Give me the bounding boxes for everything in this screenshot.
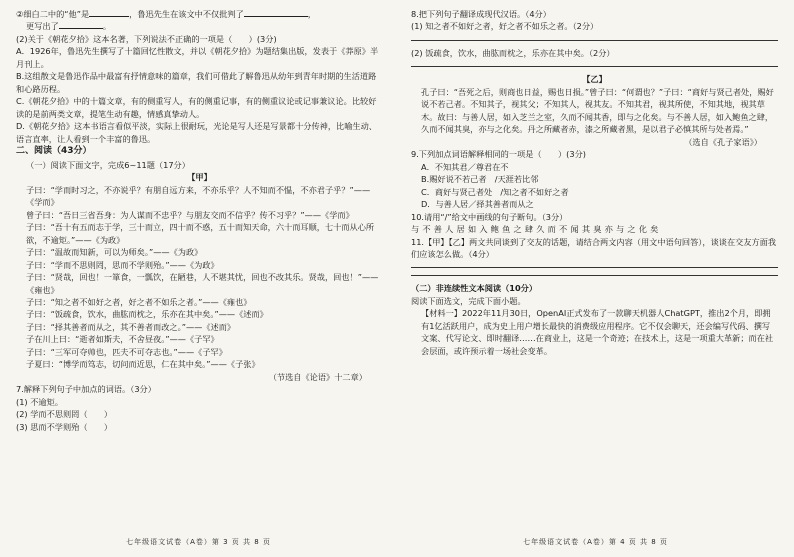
option-d: D.《朝花夕拾》这本书语言看似平淡，实际上很耐玩，光论是写人还是写景都十分传神，比喻生动、语言直率，让人看到一个丰富的鲁迅。	[16, 121, 377, 144]
page-footer: 七年级语文试卷（A卷）第 4 页 共 8 页	[523, 538, 668, 547]
q10-sentence: 与不善人居如入鲍鱼之肆久而不闻其臭亦与之化矣	[411, 224, 662, 235]
answer-line	[411, 267, 778, 268]
q5-2-line-1: ②细白二中的“他”是 ，鲁迅先生在该文中不仅批判了 ，	[16, 9, 316, 19]
q7-item-3: (3) 思而不学则殆（ ）	[16, 421, 113, 432]
analects-quote: 子在川上曰：“逝者如斯夫，不舍昼夜。”——《子罕》	[26, 334, 219, 345]
subsection-heading: （一）阅读下面文字，完成6~11题（17分）	[26, 159, 190, 170]
analects-quote: 子曰：“三军可夺帅也，匹夫不可夺志也。”——《子罕》	[26, 346, 227, 357]
passage-source: （选自《孔子家语》）	[684, 136, 762, 147]
page-footer: 七年级语文试卷（A卷）第 3 页 共 8 页	[126, 538, 271, 547]
passage-label-jia: 【甲】	[187, 172, 212, 183]
passage-label-yi: 【乙】	[582, 74, 607, 85]
q5-2-line-2: 更写出了 。	[26, 21, 111, 32]
analects-quote: 子曰：“温故而知新，可以为师矣。”——《为政》	[26, 247, 203, 258]
q7-item-1: (1) 不逾矩。	[16, 396, 63, 407]
analects-quote: 子曰：“择其善者而从之，其不善者而改之。”——《述而》	[26, 321, 236, 332]
answer-blank	[89, 8, 129, 17]
answer-blank	[59, 20, 103, 29]
q9-stem: 9.下列加点词语解释相同的一项是（ ）(3分)	[411, 149, 586, 160]
answer-line	[411, 40, 778, 41]
q5-2-stem: (2)关于《朝花夕拾》这本名著，下列说法不正确的一项是（ ）(3分)	[16, 33, 277, 44]
q9-option-c: C．商好与贤己者处 /知之者不如好之者	[421, 186, 569, 197]
analects-quote: 子夏曰：“博学而笃志，切问而近思，仁在其中矣。”——《子张》	[26, 359, 260, 370]
kongzi-jiayu-passage: 孔子曰：“吾死之后，则商也日益，赐也日损。”曾子曰：“何谓也？”子曰：“商好与贤己者处，赐好说不若己者。不知其子，视其父；不知其人，视其友。不知其君，视其所使，不知其地，视其草木。故曰：与善人居，如入芝兰之室，久而不闻其香，即与之化矣。与不善人居，如入鲍鱼之肆，久而不闻其臭，亦与之化矣。丹之所藏者赤，漆之所藏者黑，是以君子必慎其所与处者焉。”	[421, 86, 774, 135]
material-one: 【材料一】2022年11月30日，OpenAI正式发布了一款聊天机器人ChatGPT，推出2个月，即拥有1亿活跃用户，成为史上用户增长最快的消费级应用程序。它不仅会聊天，还会编写代码、撰写文案、代写论文、即时翻译……在商业上，这是一个奇迹；在技术上，这是一项重大革新；而在社会层面，或许预示着一场社会变革。	[421, 308, 774, 356]
instruction: 阅读下面选文，完成下面小题。	[411, 295, 526, 306]
answer-line	[411, 66, 778, 67]
exam-page-4	[397, 0, 794, 557]
q8-item-1: (1) 知之者不如好之者，好之者不如乐之者。（2分）	[411, 21, 599, 32]
option-b: B.这组散文是鲁迅作品中最富有抒情意味的篇章，我们可借此了解鲁迅从幼年到青年时期的生活道路和心路历程。	[16, 71, 377, 94]
section-heading-reading: 二、阅读（43分）	[16, 146, 92, 157]
analects-quote: 子曰：“贤哉，回也！一箪食，一瓢饮，在陋巷，人不堪其忧，回也不改其乐。贤哉，回也！”——《雍也》	[26, 272, 379, 295]
option-c: C.《朝花夕拾》中的十篇文章，有的侧重写人，有的侧重记事，有的侧重议论或记事兼议论。比较好读的是前两类文章，提笔生动有趣，情感真挚动人。	[16, 96, 377, 119]
analects-quote: 子曰：“吾十有五而志于学，三十而立，四十而不惑，五十而知天命，六十而耳顺，七十而从心所欲，不逾矩。”——《为政》	[26, 222, 375, 245]
q7-item-2: (2) 学而不思则罔（ ）	[16, 409, 113, 420]
analects-quote: 曾子曰：“吾日三省吾身：为人谋而不忠乎？与朋友交而不信乎？传不习乎？”——《学而》	[26, 209, 354, 220]
q9-option-a: A．不知其君／尊君在不	[421, 161, 509, 172]
analects-quote: 子曰：“知之者不如好之者，好之者不如乐之者。”——《雍也》	[26, 296, 252, 307]
analects-quote: 子曰：“饭疏食，饮水，曲肱而枕之，乐亦在其中矣。”——《述而》	[26, 309, 268, 320]
answer-blank	[244, 8, 308, 17]
analects-quote: 子曰：“学而不思则罔，思而不学则殆。”——《为政》	[26, 259, 219, 270]
q7-stem: 7.解释下列句子中加点的词语。（3分）	[16, 384, 156, 395]
q11-stem: 11.【甲】【乙】两文共同谈到了交友的话题，请结合两文内容（用文中语句回答），谈谈在交友方面我们应该怎么做。（4分）	[411, 236, 777, 259]
q10-stem: 10.请用“/”给文中画线的句子断句。（3分）	[411, 211, 568, 222]
q9-option-d: D．与善人居／择其善者而从之	[421, 199, 534, 210]
answer-line	[411, 275, 778, 276]
q8-stem: 8.把下列句子翻译成现代汉语。（4分）	[411, 9, 551, 19]
subsection-heading: （二）非连续性文本阅读（10分）	[411, 283, 538, 294]
q8-item-2: (2) 饭疏食，饮水，曲肱而枕之，乐亦在其中矣。（2分）	[411, 47, 615, 58]
passage-source: （节选自《论语》十二章）	[268, 371, 367, 382]
analects-quote: 子曰：“学而时习之，不亦说乎？有朋自远方来，不亦乐乎？人不知而不愠，不亦君子乎？”——《学而》	[26, 184, 371, 208]
q9-option-b: B.赐好说不若己者 /天涯若比邻	[421, 174, 539, 185]
option-a: A．1926年，鲁迅先生撰写了十篇回忆性散文，并以《朝花夕拾》为题结集出版，发表于《莽原》半月刊上。	[16, 46, 379, 69]
